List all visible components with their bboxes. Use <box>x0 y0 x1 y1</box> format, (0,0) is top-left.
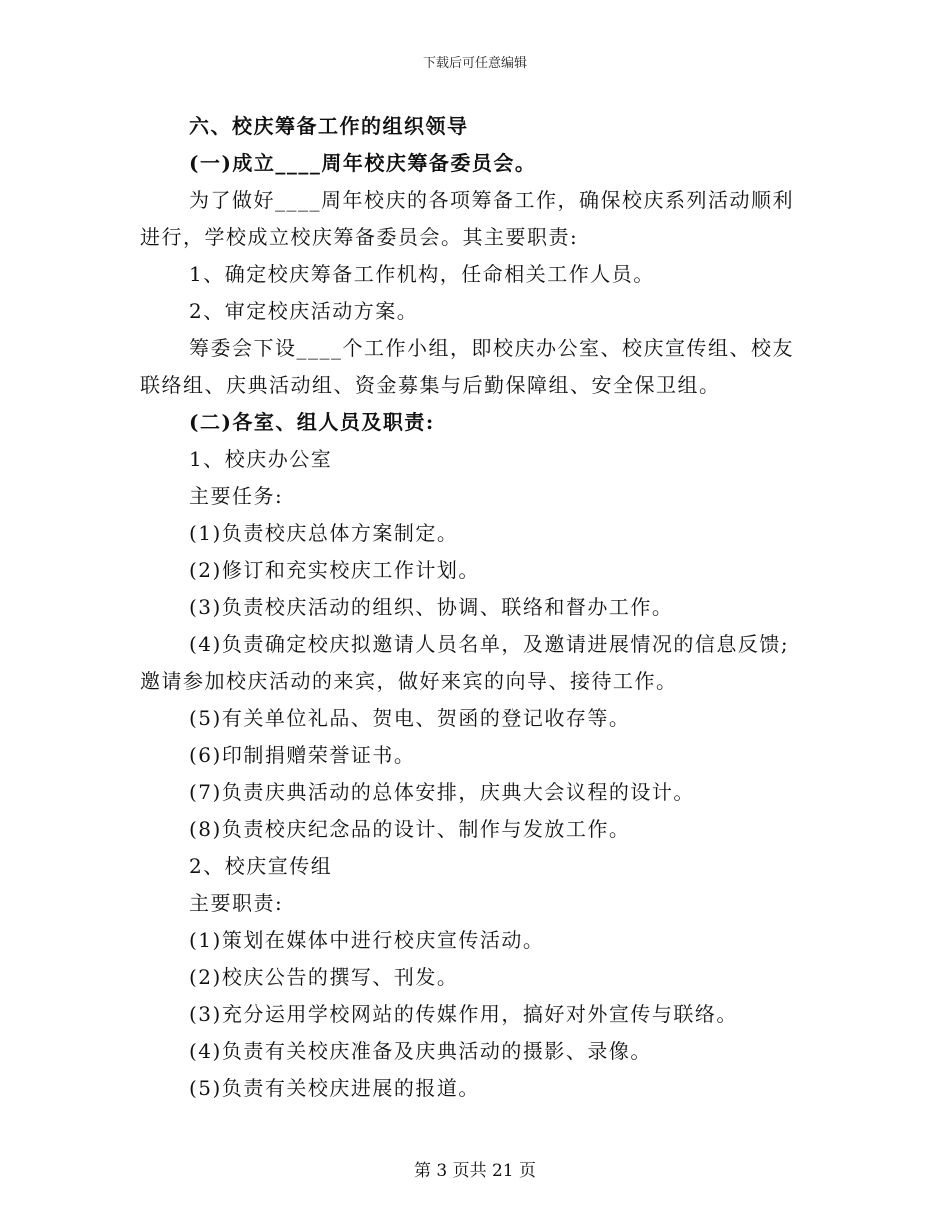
list-item: (1)负责校庆总体方案制定。 <box>189 521 459 545</box>
paragraph-line: 为了做好____周年校庆的各项筹备工作，确保校庆系列活动顺利 <box>189 188 794 212</box>
list-item: (4)负责有关校庆准备及庆典活动的摄影、录像。 <box>189 1039 652 1063</box>
label-line: 主要任务: <box>189 484 284 508</box>
list-item: (6)印制捐赠荣誉证书。 <box>189 743 416 767</box>
list-item: 1、确定校庆筹备工作机构，任命相关工作人员。 <box>189 262 655 286</box>
list-item: (2)校庆公告的撰写、刊发。 <box>189 965 459 989</box>
list-item: (5)负责有关校庆进展的报道。 <box>189 1076 480 1100</box>
list-item-continuation: 邀请参加校庆活动的来宾，做好来宾的向导、接待工作。 <box>140 669 678 693</box>
list-item: (3)负责校庆活动的组织、协调、联络和督办工作。 <box>189 595 674 619</box>
group-title: 2、校庆宣传组 <box>189 854 333 878</box>
section-heading: 六、校庆筹备工作的组织领导 <box>189 114 469 138</box>
list-item: (7)负责庆典活动的总体安排，庆典大会议程的设计。 <box>189 780 695 804</box>
subsection-heading: (一)成立____周年校庆筹备委员会。 <box>189 151 537 175</box>
page-footer: 第 3 页共 21 页 <box>413 1161 537 1181</box>
list-item: (5)有关单位礼品、贺电、贺函的登记收存等。 <box>189 706 631 730</box>
paragraph-line: 筹委会下设____个工作小组，即校庆办公室、校庆宣传组、校友 <box>189 336 794 360</box>
list-item: (2)修订和充实校庆工作计划。 <box>189 558 480 582</box>
group-title: 1、校庆办公室 <box>189 447 333 471</box>
paragraph-line: 联络组、庆典活动组、资金募集与后勤保障组、安全保卫组。 <box>140 373 721 397</box>
list-item: (1)策划在媒体中进行校庆宣传活动。 <box>189 928 545 952</box>
subsection-heading: (二)各室、组人员及职责: <box>189 410 435 434</box>
list-item: (4)负责确定校庆拟邀请人员名单，及邀请进展情况的信息反馈; <box>189 632 790 656</box>
page-header: 下载后可任意编辑 <box>422 56 527 71</box>
paragraph-line: 进行，学校成立校庆筹备委员会。其主要职责: <box>140 225 579 249</box>
label-line: 主要职责: <box>189 891 284 915</box>
list-item: 2、审定校庆活动方案。 <box>189 299 419 323</box>
list-item: (3)充分运用学校网站的传媒作用，搞好对外宣传与联络。 <box>189 1002 738 1026</box>
list-item: (8)负责校庆纪念品的设计、制作与发放工作。 <box>189 817 631 841</box>
